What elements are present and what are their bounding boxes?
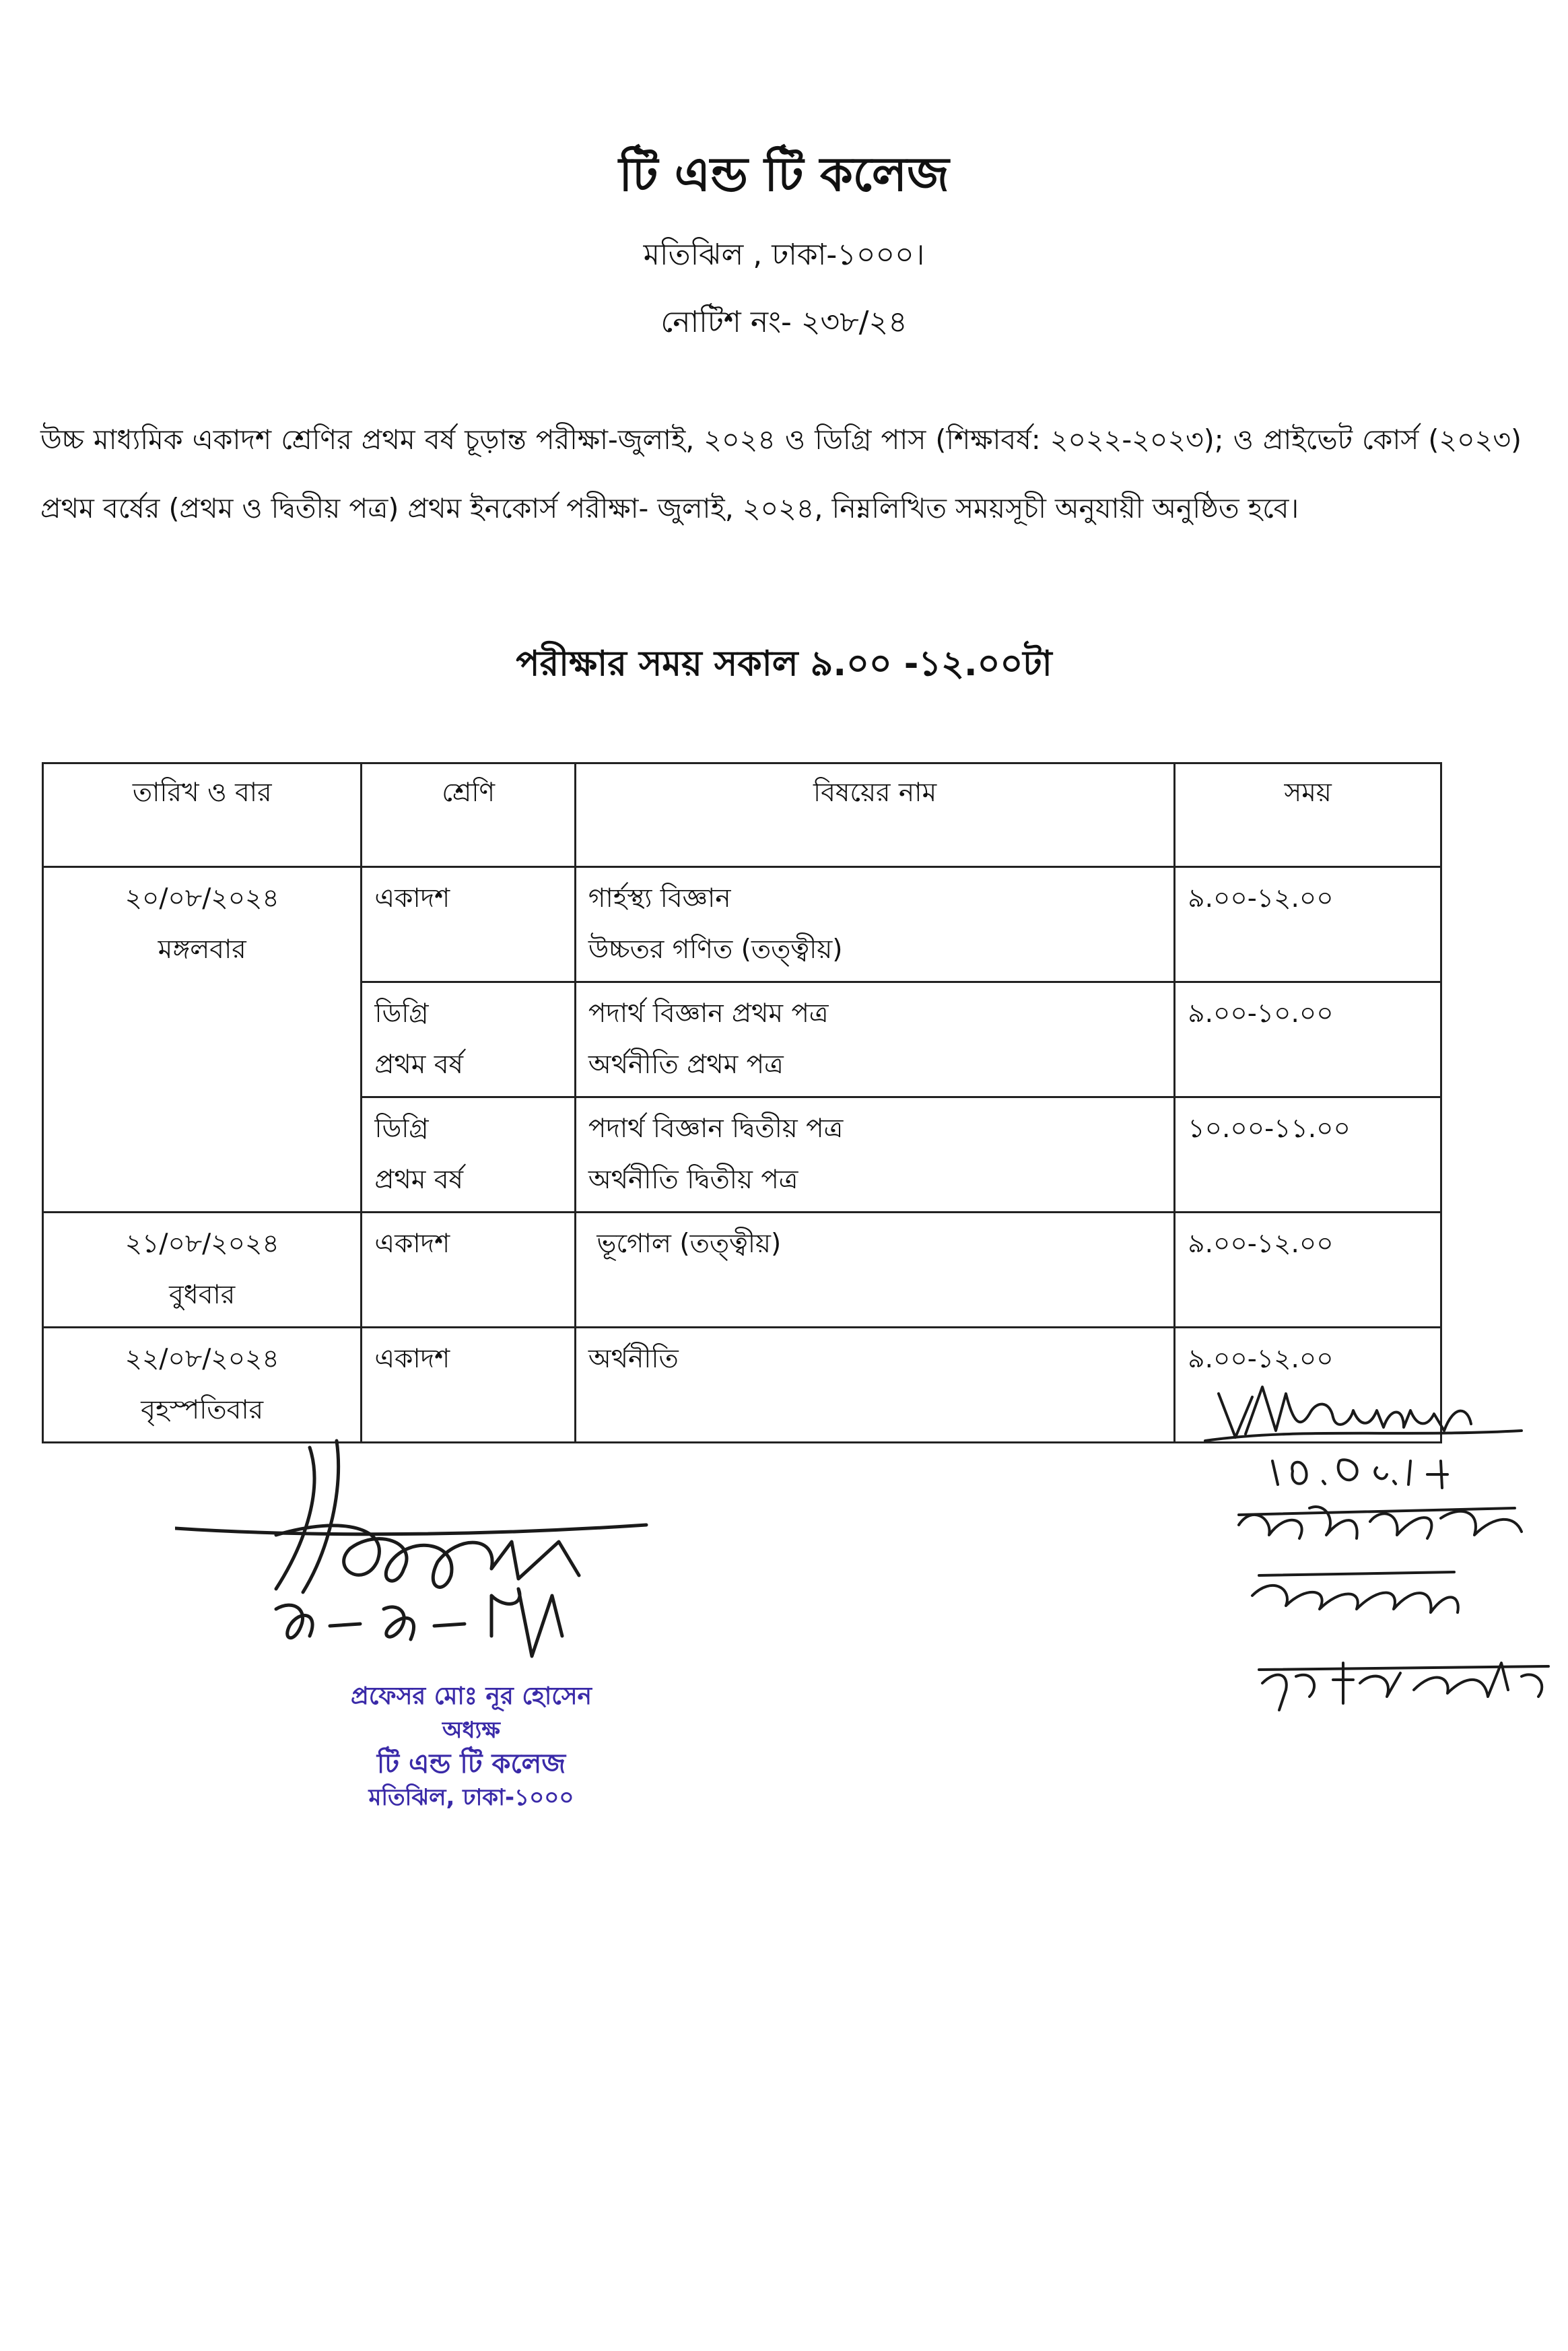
- notice-intro-paragraph: উচ্চ মাধ্যমিক একাদশ শ্রেণির প্রথম বর্ষ চূড়ান্ত পরীক্ষা-জুলাই, ২০২৪ ও ডিগ্রি পাস (শিক্ষাবর্ষ: ২০২২-২০২৩); ও প্রাইভেট কোর্স (২০২৩) প্রথম বর্ষের (প্রথম ও দ্বিতীয় পত্র) প্রথম ইনকোর্স পরীক্ষা- জুলাই, ২০২৪, নিম্নলিখিত সময়সূচী অনুযায়ী অনুষ্ঠিত হবে।: [40, 423, 1522, 524]
- date-cell: [43, 867, 362, 1213]
- class-name: ডিগ্রি: [374, 998, 429, 1029]
- principal-stamp: [283, 1680, 660, 1814]
- subject-name: অর্থনীতি প্রথম পত্র: [588, 1050, 784, 1080]
- time-cell: ৯.০০-১২.০০: [1175, 1328, 1441, 1443]
- class-name: একাদশ: [374, 1344, 450, 1374]
- class-cell: [362, 1328, 576, 1443]
- table-row: [43, 1213, 1441, 1328]
- class-name: একাদশ: [374, 883, 450, 914]
- time-cell: ৯.০০-১০.০০: [1175, 982, 1441, 1097]
- class-cell: [362, 1213, 576, 1328]
- subject-cell: [575, 982, 1174, 1097]
- exam-date: ২০/০৮/২০২৪: [125, 883, 279, 914]
- college-address: মতিঝিল , ঢাকা-১০০০।: [643, 238, 925, 272]
- subject-cell: [575, 1328, 1174, 1443]
- class-year: প্রথম বর্ষ: [374, 1050, 464, 1080]
- subject-cell: [575, 867, 1174, 982]
- subject-name: ভূগোল (তত্ত্বীয়): [588, 1229, 782, 1259]
- exam-schedule-table: [42, 762, 1442, 1443]
- exam-date: ২১/০৮/২০২৪: [125, 1229, 279, 1259]
- date-cell: [43, 1328, 362, 1443]
- subject-cell: [575, 1097, 1174, 1213]
- exam-day: বুধবার: [169, 1280, 236, 1310]
- college-title: টি এন্ড টি কলেজ: [619, 147, 949, 202]
- subject-name: পদার্থ বিজ্ঞান প্রথম পত্র: [588, 998, 829, 1029]
- subject-name: অর্থনীতি দ্বিতীয় পত্র: [588, 1165, 798, 1195]
- principal-designation: অধ্যক্ষ: [442, 1717, 500, 1744]
- class-year: প্রথম বর্ষ: [374, 1165, 464, 1195]
- column-header-class: শ্রেণি: [362, 763, 576, 867]
- date-cell: [43, 1213, 362, 1328]
- time-cell: ৯.০০-১২.০০: [1175, 1213, 1441, 1328]
- stamp-college-name: টি এন্ড টি কলেজ: [376, 1748, 566, 1779]
- class-cell: [362, 1097, 576, 1213]
- subject-name: উচ্চতর গণিত (তত্ত্বীয়): [588, 934, 843, 965]
- exam-time-heading: পরীক্ষার সময় সকাল ৯.০০ -১২.০০টা: [516, 644, 1052, 684]
- class-name: একাদশ: [374, 1229, 450, 1259]
- time-cell: ৯.০০-১২.০০: [1175, 867, 1441, 982]
- subject-cell: [575, 1213, 1174, 1328]
- class-cell: [362, 867, 576, 982]
- table-row: [43, 867, 1441, 982]
- exam-day: বৃহস্পতিবার: [141, 1395, 264, 1425]
- subject-name: পদার্থ বিজ্ঞান দ্বিতীয় পত্র: [588, 1114, 844, 1144]
- time-cell: ১০.০০-১১.০০: [1175, 1097, 1441, 1213]
- subject-name: অর্থনীতি: [588, 1344, 679, 1374]
- class-name: ডিগ্রি: [374, 1114, 429, 1144]
- principal-signature: [175, 1434, 687, 1683]
- table-header-row: [43, 763, 1441, 867]
- column-header-date: তারিখ ও বার: [43, 763, 362, 867]
- exam-day: মঙ্গলবার: [158, 934, 246, 965]
- stamp-college-address: মতিঝিল, ঢাকা-১০০০: [368, 1784, 574, 1811]
- notice-number: নোটিশ নং- ২৩৮/২৪: [660, 305, 908, 339]
- column-header-subject: বিষয়ের নাম: [575, 763, 1174, 867]
- convener-signature: [1198, 1373, 1568, 1777]
- subject-name: গার্হস্থ্য বিজ্ঞান: [588, 883, 731, 914]
- exam-date: ২২/০৮/২০২৪: [125, 1344, 279, 1374]
- class-cell: [362, 982, 576, 1097]
- principal-name: প্রফেসর মোঃ নূর হোসেন: [350, 1682, 592, 1710]
- column-header-time: সময়: [1175, 763, 1441, 867]
